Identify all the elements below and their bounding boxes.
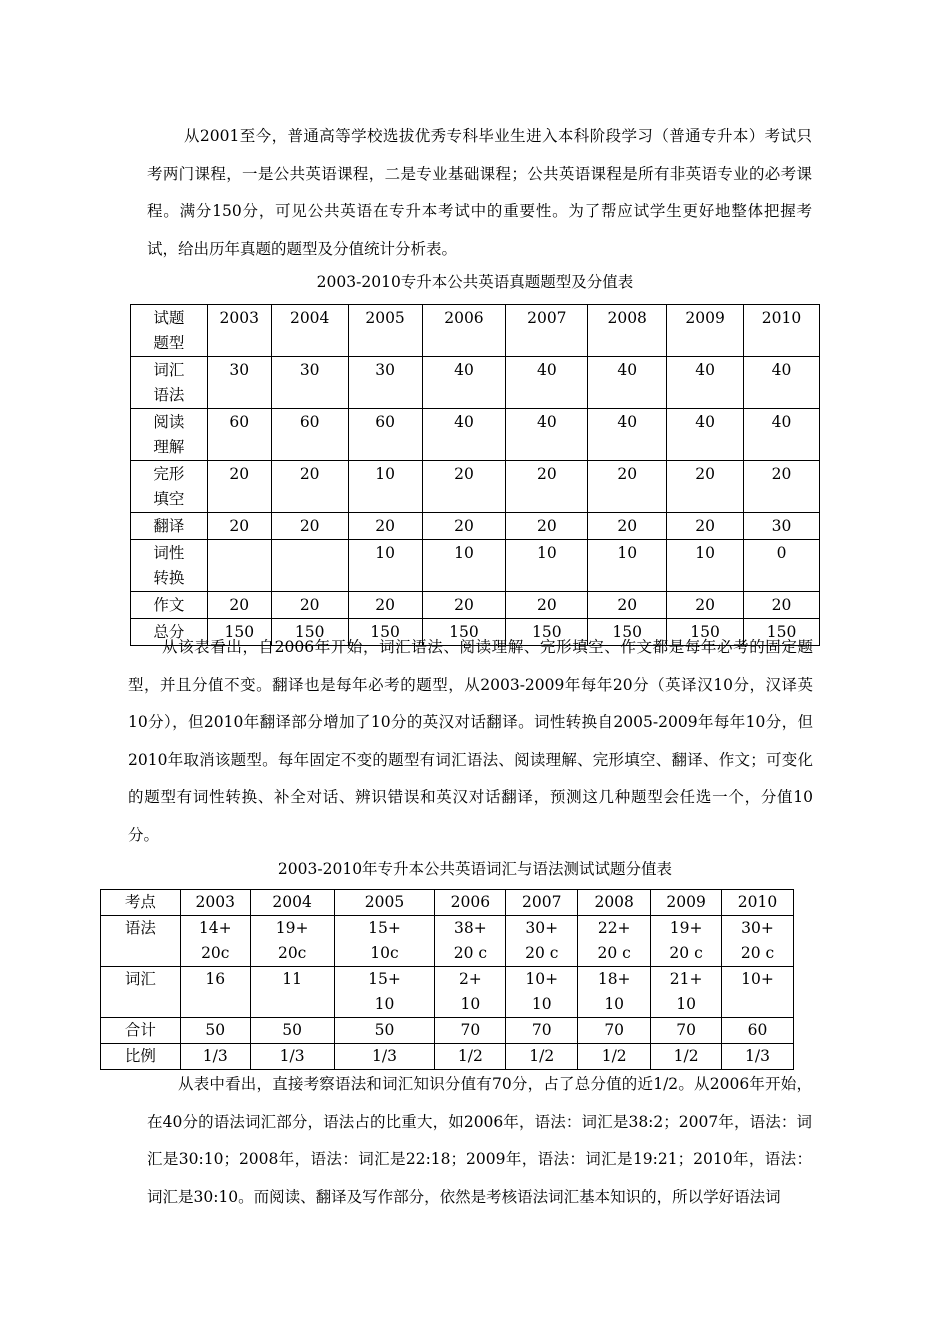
table-cell: 10 — [667, 540, 744, 592]
table-cell: 20 — [422, 513, 506, 540]
table-cell: 40 — [506, 357, 588, 409]
table-cell: 60 — [207, 409, 271, 461]
table-cell: 10 — [506, 540, 588, 592]
table-cell: 20 — [348, 513, 422, 540]
table-cell: 10 — [348, 540, 422, 592]
header-cell: 2005 — [334, 890, 435, 916]
table-cell: 150 — [207, 619, 271, 646]
table-cell: 20 — [588, 461, 667, 513]
header-cell: 2004 — [271, 305, 348, 357]
table-cell: 19+ 20 c — [651, 916, 722, 967]
table-cell: 1/2 — [435, 1044, 506, 1070]
table-cell: 20 — [667, 513, 744, 540]
table-cell: 1/3 — [334, 1044, 435, 1070]
row-label-cell: 阅读 理解 — [131, 409, 208, 461]
table-cell: 1/3 — [250, 1044, 334, 1070]
table-cell: 20 — [271, 513, 348, 540]
table-cell: 20 — [588, 513, 667, 540]
table-cell: 30 — [348, 357, 422, 409]
row-label-cell: 比例 — [101, 1044, 181, 1070]
table-cell: 21+ 10 — [651, 967, 722, 1018]
table-cell: 30 — [207, 357, 271, 409]
table-cell: 30 — [271, 357, 348, 409]
header-cell: 2007 — [506, 305, 588, 357]
question-type-score-table — [130, 304, 820, 646]
table-row — [131, 592, 820, 619]
table-cell: 20 — [744, 592, 820, 619]
table-cell: 40 — [422, 357, 506, 409]
table-cell: 18+ 10 — [578, 967, 651, 1018]
header-cell: 2006 — [435, 890, 506, 916]
table-row — [131, 357, 820, 409]
row-label-cell: 词汇 语法 — [131, 357, 208, 409]
header-cell: 2005 — [348, 305, 422, 357]
table-cell: 70 — [651, 1018, 722, 1044]
table-cell: 1/2 — [651, 1044, 722, 1070]
table-cell: 60 — [348, 409, 422, 461]
table-cell: 10+ 10 — [506, 967, 578, 1018]
table-cell: 10+ — [722, 967, 794, 1018]
table-header-row — [101, 890, 794, 916]
header-cell: 考点 — [101, 890, 181, 916]
row-label-cell: 词汇 — [101, 967, 181, 1018]
table-cell: 40 — [667, 409, 744, 461]
table-cell: 150 — [667, 619, 744, 646]
table-cell: 40 — [506, 409, 588, 461]
table-cell: 14+ 20c — [180, 916, 250, 967]
header-cell: 2007 — [506, 890, 578, 916]
table-cell: 22+ 20 c — [578, 916, 651, 967]
table-cell: 2+ 10 — [435, 967, 506, 1018]
table-cell: 30 — [744, 513, 820, 540]
table-cell: 0 — [744, 540, 820, 592]
row-label-cell: 语法 — [101, 916, 181, 967]
table-row — [131, 461, 820, 513]
table-cell: 20 — [744, 461, 820, 513]
table-cell: 20 — [667, 592, 744, 619]
table-cell: 1/2 — [506, 1044, 578, 1070]
table-cell: 20 — [207, 592, 271, 619]
table-cell: 50 — [180, 1018, 250, 1044]
header-cell: 2009 — [667, 305, 744, 357]
table-cell: 20 — [271, 461, 348, 513]
table-cell: 40 — [667, 357, 744, 409]
table-cell: 40 — [422, 409, 506, 461]
table-cell: 30+ 20 c — [506, 916, 578, 967]
intro-paragraph: 从2001至今，普通高等学校选拔优秀专科毕业生进入本科阶段学习（普通专升本）考试只考两门课程，一是公共英语课程，二是专业基础课程；公共英语课程是所有非英语专业的必考课程。满分150分，可见公共英语在专升本考试中的重要性。为了帮应试学生更好地整体把握考试，给出历年真题的题型及分值统计分析表。 — [147, 127, 812, 258]
table-header-row — [131, 305, 820, 357]
table-cell: 20 — [348, 592, 422, 619]
table-cell: 15+ 10c — [334, 916, 435, 967]
table-row — [101, 1018, 794, 1044]
header-cell: 2009 — [651, 890, 722, 916]
table-cell — [271, 540, 348, 592]
table-cell: 70 — [506, 1018, 578, 1044]
table-cell: 150 — [744, 619, 820, 646]
table-cell: 10 — [588, 540, 667, 592]
vocab-grammar-score-table — [100, 889, 794, 1070]
table-cell: 20 — [506, 461, 588, 513]
table-cell: 10 — [422, 540, 506, 592]
table2-caption: 2003-2010年专升本公共英语词汇与语法测试试题分值表 — [277, 860, 673, 878]
header-cell: 2004 — [250, 890, 334, 916]
table-cell — [207, 540, 271, 592]
table-cell: 1/3 — [722, 1044, 794, 1070]
header-cell: 2003 — [180, 890, 250, 916]
table-row — [131, 540, 820, 592]
table-cell: 16 — [180, 967, 250, 1018]
table-cell: 50 — [334, 1018, 435, 1044]
table-cell: 20 — [506, 592, 588, 619]
table-cell: 40 — [588, 357, 667, 409]
table-cell: 20 — [588, 592, 667, 619]
table-cell: 20 — [422, 592, 506, 619]
row-label-cell: 翻译 — [131, 513, 208, 540]
table-cell: 1/2 — [578, 1044, 651, 1070]
table-row — [101, 967, 794, 1018]
row-label-cell: 词性 转换 — [131, 540, 208, 592]
table-cell: 38+ 20 c — [435, 916, 506, 967]
table-cell: 40 — [744, 357, 820, 409]
header-cell: 2006 — [422, 305, 506, 357]
row-label-cell: 合计 — [101, 1018, 181, 1044]
table-cell: 20 — [667, 461, 744, 513]
header-cell: 2008 — [588, 305, 667, 357]
analysis-paragraph: 从该表看出，自2006年开始，词汇语法、阅读理解、完形填空、作文都是每年必考的固定题型，并且分值不变。翻译也是每年必考的题型，从2003-2009年每年20分（英译汉10分，汉译英10分），但2010年翻译部分增加了10分的英汉对话翻译。词性转换自2005-2009年每年10分，但2010年取消该题型。每年固定不变的题型有词汇语法、阅读理解、完形填空、翻译、作文；可变化的题型有词性转换、补全对话、辨识错误和英汉对话翻译，预测这几种题型会任选一个，分值10分。 — [128, 638, 813, 844]
table-row — [131, 409, 820, 461]
table-cell: 19+ 20c — [250, 916, 334, 967]
header-cell: 2010 — [722, 890, 794, 916]
table-cell: 20 — [207, 513, 271, 540]
header-cell: 试题 题型 — [131, 305, 208, 357]
table-row — [101, 916, 794, 967]
table-cell: 40 — [744, 409, 820, 461]
conclusion-paragraph: 从表中看出，直接考察语法和词汇知识分值有70分，占了总分值的近1/2。从2006年开始，在40分的语法词汇部分，语法占的比重大，如2006年，语法：词汇是38:2；2007年，语法：词汇是30:10；2008年，语法：词汇是22:18；2009年，语法：词汇是19:21；2010年，语法：词汇是30:10。而阅读、翻译及写作部分，依然是考核语法词汇基本知识的，所以学好语法词 — [147, 1075, 812, 1206]
table-cell: 15+ 10 — [334, 967, 435, 1018]
table-cell: 60 — [722, 1018, 794, 1044]
table-cell: 20 — [207, 461, 271, 513]
header-cell: 2010 — [744, 305, 820, 357]
table-cell: 20 — [422, 461, 506, 513]
table-cell: 150 — [348, 619, 422, 646]
table-cell: 30+ 20 c — [722, 916, 794, 967]
table-cell: 1/3 — [180, 1044, 250, 1070]
table1-caption: 2003-2010专升本公共英语真题题型及分值表 — [316, 273, 634, 291]
table-cell: 70 — [435, 1018, 506, 1044]
row-label-cell: 作文 — [131, 592, 208, 619]
table-cell: 150 — [506, 619, 588, 646]
table-cell: 11 — [250, 967, 334, 1018]
table-cell: 20 — [271, 592, 348, 619]
table-cell: 150 — [588, 619, 667, 646]
header-cell: 2003 — [207, 305, 271, 357]
table-cell: 70 — [578, 1018, 651, 1044]
row-label-cell: 总分 — [131, 619, 208, 646]
table-cell: 40 — [588, 409, 667, 461]
table-cell: 50 — [250, 1018, 334, 1044]
table-cell: 150 — [271, 619, 348, 646]
row-label-cell: 完形 填空 — [131, 461, 208, 513]
table-cell: 10 — [348, 461, 422, 513]
header-cell: 2008 — [578, 890, 651, 916]
table-cell: 150 — [422, 619, 506, 646]
table-row — [131, 513, 820, 540]
table-cell: 60 — [271, 409, 348, 461]
table-cell: 20 — [506, 513, 588, 540]
